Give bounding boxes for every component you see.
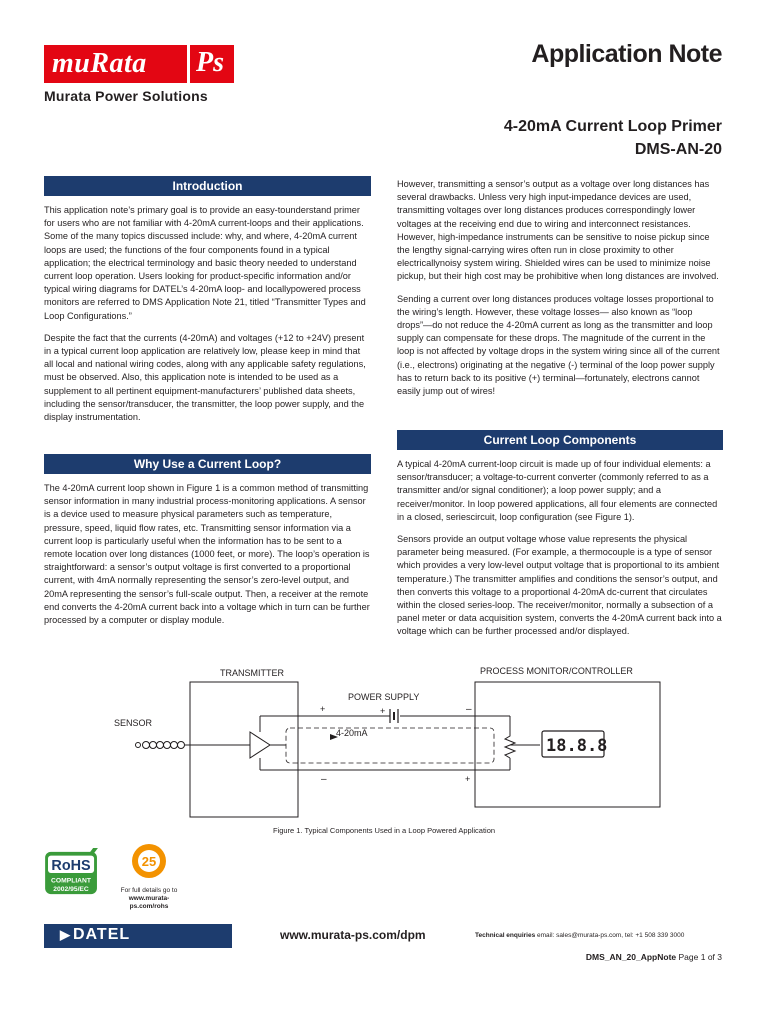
lead-free-line-2[interactable]: www.murata-ps.com/rohs	[128, 895, 170, 910]
svg-text:–: –	[466, 704, 472, 715]
figure-caption: Figure 1. Typical Components Used in a Loop Powered Application	[272, 826, 496, 835]
lead-free-badge	[119, 842, 199, 911]
amplifier-symbol	[250, 732, 270, 758]
intro-paragraph-2: Despite the fact that the currents (4-20mA) and voltages (+12 to +24V) present in a typical current loop application are relatively low, please keep in mind that all local and national wiring codes, along with any applicable safety regulations, must be observed. Also, this application note is intended to be used as a supplement to all pertinent equipment-manufacturers’ published data sheets, including the sensor/transducer, the transmitter, the loop power supply, and the display instrumentation.	[44, 332, 366, 423]
introduction-heading: Introduction	[44, 176, 371, 196]
right-column	[397, 178, 723, 398]
datel-d-icon: ▶	[60, 927, 71, 942]
company-name: Murata Power Solutions	[44, 88, 208, 104]
sensor-label: SENSOR	[114, 718, 153, 728]
svg-text:25: 25	[141, 854, 157, 869]
murata-logo	[44, 45, 234, 83]
why-paragraph: The 4-20mA current loop shown in Figure 1 is a common method of transmitting sensor information in many industrial process-monitoring applications. A sensor is a device used to measure physical parameters such as temperature, pressure, speed, liquid flow rates, etc. Transmitting sensor information via a current loop is particularly useful when the information has to be sent to a remote location over long distances (1000 feet, or more). The loop’s operation is straightforward: a sensor’s output voltage is first converted to a proportional current, with 4mA normally representing the sensor’s zero-level output, and 20mA representing the sensor’s full-scale output. Then, a receiver at the remote end converts the 4-20mA current back into a voltage which in turn can be further processed by a computer or display module.	[44, 483, 370, 626]
right-paragraph-2: Sending a current over long distances produces voltage losses proportional to the wiring’s length. However, these voltage losses— also known as “loop drops”—do not reduce the 4-20mA current as long as the transmitter and loop supply can compensate for these drops. The magnitude of the current in the loop is not affected by voltage drops in the system wiring since all of the current (i.e., electrons) originating at the negative (-) terminal of the loop power supply has to return back to its positive (+) terminal—fortunately, electrons cannot easily jump out of wires!	[397, 293, 720, 397]
components-paragraph-2: Sensors provide an output voltage whose value represents the physical parameter being measured. (For example, a thermocouple is a type of sensor which provides a very low-level output voltage that is proportional to its ambient temperature.) The transmitter amplifies and conditions the sensor’s output, and then converts this voltage to a proportional 4-20mA dc-current that circulates within the closed series-loop. The receiver/monitor, normally a subsection of a panel meter or data acquisition system, converts the 4-20mA current back into a voltage which can be further processed and/or displayed.	[397, 534, 722, 637]
current-label: 4-20mA	[336, 728, 368, 738]
svg-text:+: +	[465, 774, 471, 784]
logo-ps-text: Ps	[196, 47, 224, 78]
current-path	[286, 728, 494, 763]
right-paragraph-1: However, transmitting a sensor’s output as a voltage over long distances has several drawbacks. Unless very high input-impedance devices are used, transmitting voltages over long distances produces correspondingly lower voltages at the receiving end due to wiring and interconnect resistances. However, high-impedance instruments can be sensitive to noise pickup since the lengthy signal-carrying wires often run in close proximity to other electricallynoisy system wiring. Shielded wires can be used to minimize noise pickup, but their high cost may be prohibitive when long distances are involved.	[397, 179, 719, 282]
doc-ref: DMS_AN_20_AppNote	[585, 952, 677, 962]
rohs-badge	[44, 848, 100, 896]
footer-url[interactable]: www.murata-ps.com/dpm	[280, 928, 426, 942]
power-supply-label: POWER SUPPLY	[348, 692, 420, 702]
svg-text:+: +	[380, 706, 386, 716]
datel-logo: ▶ DATEL	[60, 926, 131, 943]
components-paragraph-1: A typical 4-20mA current-loop circuit is made up of four individual elements: a sensor/transducer; a voltage-to-current converter (commonly referred to as a transmitter and/or signal conditioner); a loop power supply; and a receiver/monitor. In loop powered applications, all four elements are connected in a closed, seriescircuit, loop configuration (see Figure 1).	[397, 459, 718, 522]
transmitter-box	[190, 682, 298, 817]
svg-text:–: –	[321, 774, 327, 785]
svg-text:2002/95/EC: 2002/95/EC	[53, 886, 89, 894]
transmitter-label: TRANSMITTER	[220, 668, 284, 678]
lead-free-line-1: For full details go to	[120, 887, 178, 894]
why-current-loop-heading: Why Use a Current Loop?	[44, 454, 371, 474]
lead-free-icon	[119, 842, 199, 882]
technical-enquiries: Technical enquiries email: sales@murata-ps.com, tel: +1 508 339 3000	[475, 932, 685, 939]
page-reference	[586, 952, 722, 962]
document-type: Application Note	[531, 40, 722, 68]
left-column	[44, 176, 371, 424]
current-loop-components-heading: Current Loop Components	[397, 430, 723, 450]
right-column-lower	[397, 430, 723, 639]
left-column-lower	[44, 454, 371, 627]
current-loop-diagram	[100, 662, 680, 822]
monitor-label: PROCESS MONITOR/CONTROLLER	[480, 666, 633, 676]
sensor-coil-icon	[136, 742, 251, 749]
document-id: DMS-AN-20	[634, 141, 722, 158]
svg-text:COMPLIANT: COMPLIANT	[51, 877, 92, 885]
document-title: 4-20mA Current Loop Primer	[503, 118, 722, 135]
logo-text: muRata	[52, 48, 147, 79]
intro-paragraph-1: This application note’s primary goal is to provide an easy-tounderstand primer for users who are not familiar with 4-20mA current-loops and their applications. Some of the many topics discussed include: why, and where, 4-20mA current loops are used; the functions of the four components found in a typical application; the electrical terminology and basic theory needed to understand current loop operation. Users looking for product-specific information and/or typical wiring diagrams for DATEL’s 4-20mA loop- and locallypowered process monitors are referred to DMS Application Note 21, titled “Transmitter Types and Loop Configurations.”	[44, 205, 366, 321]
page-number: Page 1 of 3	[678, 952, 722, 962]
svg-text:RoHS: RoHS	[51, 858, 91, 875]
display-value: 18.8.8	[546, 736, 608, 756]
svg-text:+: +	[320, 704, 326, 714]
